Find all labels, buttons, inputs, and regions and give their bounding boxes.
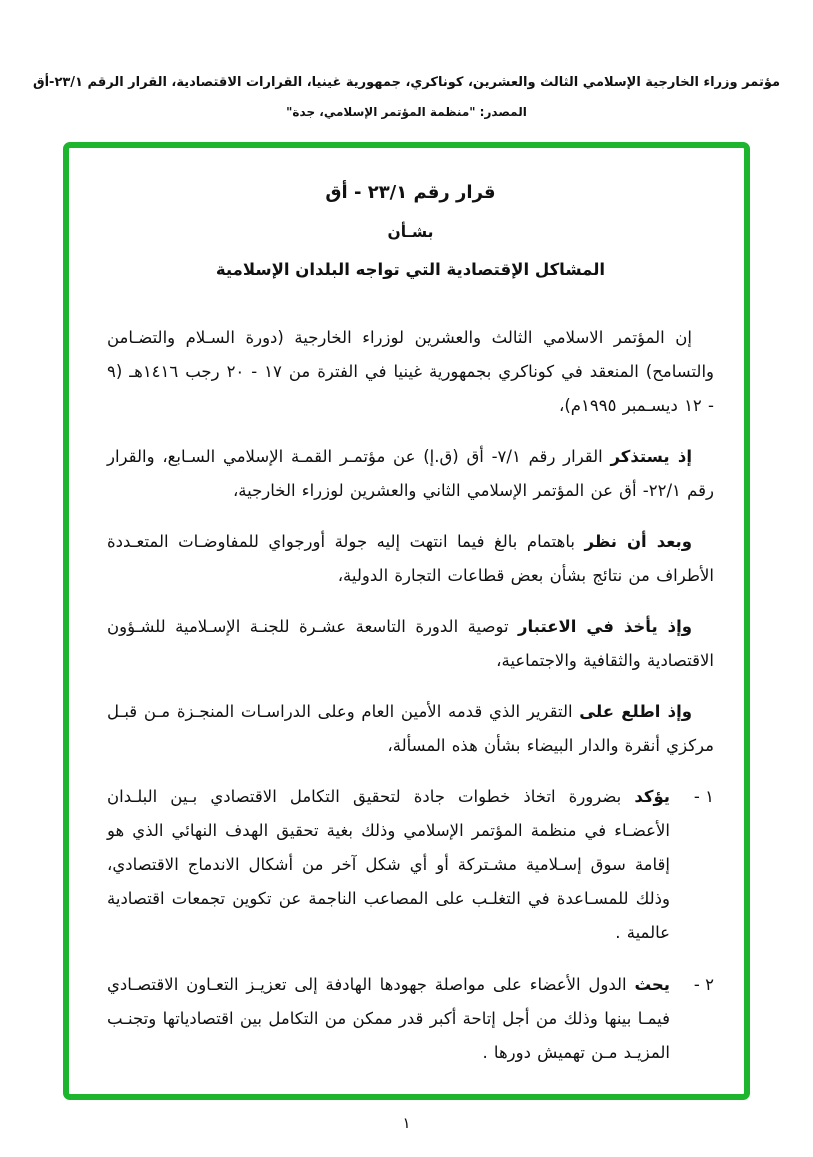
paragraph-text: توصية الدورة التاسعة عشـرة للجنـة الإسـلامية للشـؤون الاقتصادية والثقافية والاجتماعية،: [107, 617, 714, 670]
paragraph-text: التقرير الذي قدمه الأمين العام وعلى الدراسـات المنجـزة مـن قبـل مركزي أنقرة والدار البيضاء بشأن هذه المسألة،: [107, 702, 714, 755]
page-number: ١: [402, 1114, 411, 1132]
resolution-number-title: قرار رقم ٢٣/١ - أق: [325, 182, 496, 203]
paragraph-text: القرار رقم ٧/١- أق (ق.إ) عن مؤتمـر القمـة الإسلامي السـابع، والقرار رقم ٢٢/١- أق عن المؤتمر الإسلامي الثاني والعشرين لوزراء الخارجية،: [107, 447, 714, 500]
paragraph-lead: وإذ يأخذ في الاعتبار: [518, 617, 692, 636]
paragraph-lead: وإذ اطلع على: [579, 702, 692, 721]
paragraph-lead: وبعد أن نظر: [584, 532, 692, 551]
resolution-title-block: [107, 182, 714, 279]
document-content: [69, 148, 744, 1070]
header-source-line: المصدر: "منظمة المؤتمر الإسلامي، جدة": [286, 105, 527, 119]
preamble-paragraph-having-considered: [107, 525, 714, 593]
preamble-paragraph-taking-into-account: [107, 610, 714, 678]
item-number: ١ -: [693, 787, 714, 806]
paragraph-text: باهتمام بالغ فيما انتهت إليه جولة أورجواي للمفاوضـات المتعـددة الأطراف من نتائج بشأن بعض قطاعات التجارة الدولية،: [107, 532, 714, 585]
item-body: الدول الأعضاء على مواصلة جهودها الهادفة إلى تعزيـز التعـاون الاقتصـادي فيمـا بينها وذلك من أجل إتاحة أكبر قدر ممكن من التكامل بين اقتصادياتها وتجنـب المزيـد مـن تهميش دورها .: [107, 975, 670, 1062]
item-text: [107, 780, 670, 950]
item-lead: يحث: [634, 975, 670, 994]
preamble-paragraph-recalling: [107, 440, 714, 508]
preamble-paragraph-having-reviewed: [107, 695, 714, 763]
document-green-frame: [63, 142, 750, 1100]
resolution-body: [107, 321, 714, 1070]
paragraph-text: إن المؤتمر الاسلامي الثالث والعشرين لوزراء الخارجية (دورة السـلام والتضـامن والتسامح) المنعقد في كوناكري بجمهورية غينيا في الفترة من ١٧ - ٢٠ رجب ١٤١٦هـ (٩ - ١٢ ديسـمبر ١٩٩٥م)،: [107, 328, 715, 415]
item-lead: يؤكد: [634, 787, 670, 806]
resolution-subject-title: المشاكل الإقتصادية التي تواجه البلدان الإسلامية: [215, 260, 606, 279]
item-body: بضرورة اتخاذ خطوات جادة لتحقيق التكامل الاقتصادي بـين البلـدان الأعضـاء في منظمة المؤتمر الإسلامي وذلك بغية تحقيق الهدف النهائي الذي هو إقامة سوق إسـلامية مشـتركة أو أي شكل آخر من أشكال الاندماج الاقتصادي، وذلك للمسـاعدة في التغلـب على المصاعب الناجمة عن تكوين تجمعات اقتصادية عالمية .: [107, 787, 670, 942]
item-number: ٢ -: [693, 975, 714, 994]
operative-item-2: [107, 968, 714, 1070]
resolution-subject-word: بشـأن: [387, 223, 434, 241]
preamble-paragraph-session: [107, 321, 714, 423]
item-text: [107, 968, 670, 1070]
page-header: [30, 74, 783, 120]
header-citation-line: مؤتمر وزراء الخارجية الإسلامي الثالث والعشرين، كوناكري، جمهورية غينيا، القرارات الاقتصادية، القرار الرقم ٢٣/١-أق: [32, 75, 781, 90]
operative-item-1: [107, 780, 714, 950]
paragraph-lead: إذ يستذكر: [610, 447, 692, 466]
